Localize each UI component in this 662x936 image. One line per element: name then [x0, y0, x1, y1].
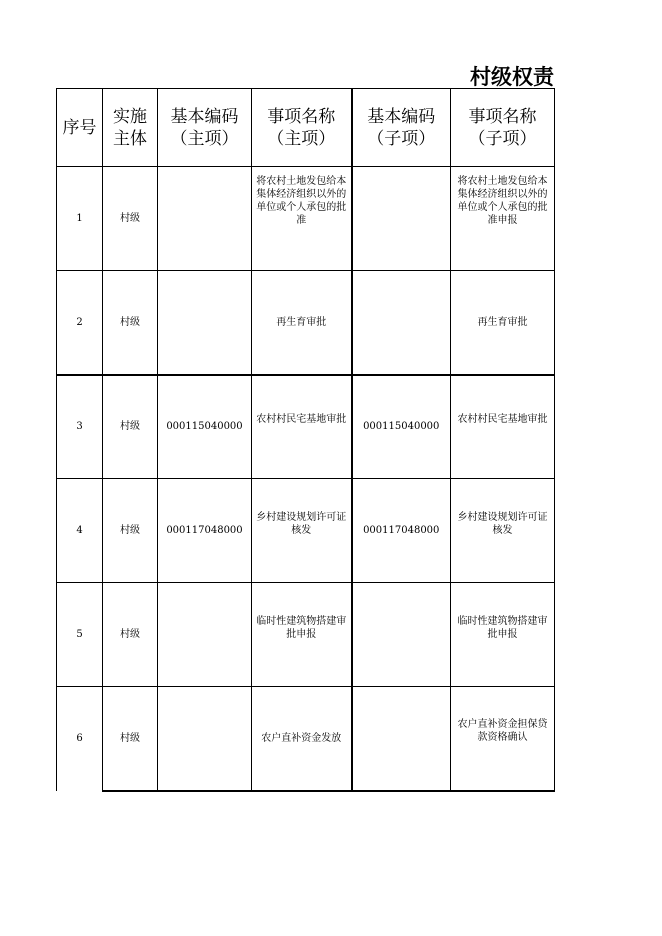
cell-main-name: 农村村民宅基地审批	[252, 375, 352, 479]
cell-sub-code: 000117048000	[352, 479, 451, 583]
cell-seq: 4	[57, 479, 103, 583]
cell-seq: 2	[57, 271, 103, 375]
cell-seq: 3	[57, 375, 103, 479]
header-sub-name: 事项名称 （子项）	[451, 89, 555, 167]
cell-main-name: 将农村土地发包给本集体经济组织以外的单位或个人承包的批准	[252, 167, 352, 271]
header-subject: 实施 主体	[103, 89, 158, 167]
cell-subject: 村级	[103, 271, 158, 375]
cell-main-name: 乡村建设规划许可证核发	[252, 479, 352, 583]
cell-sub-name: 乡村建设规划许可证核发	[451, 479, 555, 583]
table-row	[57, 583, 555, 687]
header-main-code: 基本编码 （主项）	[158, 89, 252, 167]
cell-sub-name: 农村村民宅基地审批	[451, 375, 555, 479]
cell-main-name: 农户直补资金发放	[252, 687, 352, 791]
header-sub-code: 基本编码 （子项）	[352, 89, 451, 167]
table-row	[57, 271, 555, 375]
page-title: 村级权责	[470, 65, 554, 89]
cell-sub-name: 再生育审批	[451, 271, 555, 375]
cell-subject: 村级	[103, 167, 158, 271]
cell-sub-name: 农户直补资金担保贷款资格确认	[451, 687, 555, 791]
cell-subject: 村级	[103, 687, 158, 791]
cell-main-code	[158, 687, 252, 791]
cell-sub-code	[352, 271, 451, 375]
cell-subject: 村级	[103, 479, 158, 583]
table-row	[57, 687, 555, 791]
cell-sub-code	[352, 687, 451, 791]
cell-main-code	[158, 271, 252, 375]
cell-main-name: 临时性建筑物搭建审批申报	[252, 583, 352, 687]
cell-main-name: 再生育审批	[252, 271, 352, 375]
cell-subject: 村级	[103, 375, 158, 479]
cell-sub-code: 000115040000	[352, 375, 451, 479]
cell-main-code: 000115040000	[158, 375, 252, 479]
table-row	[57, 375, 555, 479]
table-row	[57, 167, 555, 271]
cell-seq: 5	[57, 583, 103, 687]
cell-sub-code	[352, 167, 451, 271]
cell-main-code	[158, 583, 252, 687]
responsibility-table	[56, 88, 555, 792]
cell-subject: 村级	[103, 583, 158, 687]
cell-main-code: 000117048000	[158, 479, 252, 583]
cell-sub-code	[352, 583, 451, 687]
cell-sub-name: 临时性建筑物搭建审批申报	[451, 583, 555, 687]
cell-seq: 1	[57, 167, 103, 271]
table-row	[57, 479, 555, 583]
header-main-name: 事项名称 （主项）	[252, 89, 352, 167]
cell-sub-name: 将农村土地发包给本集体经济组织以外的单位或个人承包的批准申报	[451, 167, 555, 271]
header-row	[57, 89, 555, 167]
header-seq: 序号	[57, 89, 103, 167]
cell-seq: 6	[57, 687, 103, 791]
cell-main-code	[158, 167, 252, 271]
